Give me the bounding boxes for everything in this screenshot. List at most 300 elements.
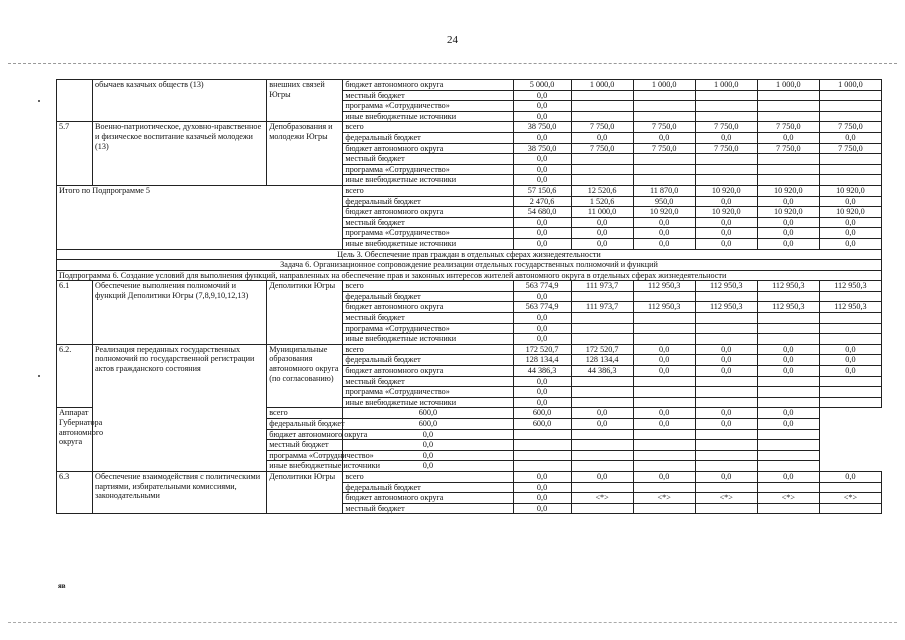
- funding-source: всего: [343, 344, 513, 355]
- amount-cell: [571, 387, 633, 398]
- amount-cell: 0,0: [695, 408, 757, 419]
- funding-source: программа «Сотрудничество»: [343, 101, 513, 112]
- scan-dot: [38, 100, 40, 102]
- amount-cell: 0,0: [571, 132, 633, 143]
- funding-source: федеральный бюджет: [343, 196, 513, 207]
- amount-cell: 0,0: [571, 238, 633, 249]
- funding-source: иные внебюджетные источники: [343, 334, 513, 345]
- amount-cell: [571, 164, 633, 175]
- amount-cell: 112 950,3: [695, 281, 757, 292]
- amount-cell: 0,0: [757, 408, 819, 419]
- funding-source: иные внебюджетные источники: [343, 238, 513, 249]
- amount-cell: 128 134,4: [513, 355, 571, 366]
- amount-cell: [513, 429, 571, 440]
- amount-cell: [757, 111, 819, 122]
- amount-cell: [695, 111, 757, 122]
- amount-cell: 0,0: [757, 355, 819, 366]
- table-heading-row: [57, 270, 882, 281]
- amount-cell: 44 386,3: [513, 366, 571, 377]
- amount-cell: 54 680,0: [513, 207, 571, 218]
- executor: Депобразования и молодежи Югры: [267, 122, 343, 186]
- amount-cell: [819, 397, 881, 408]
- amount-cell: [757, 376, 819, 387]
- amount-cell: 10 920,0: [633, 207, 695, 218]
- amount-cell: [633, 461, 695, 472]
- amount-cell: 57 150,6: [513, 185, 571, 196]
- amount-cell: 0,0: [695, 132, 757, 143]
- amount-cell: 128 134,4: [571, 355, 633, 366]
- amount-cell: [757, 440, 819, 451]
- amount-cell: [571, 429, 633, 440]
- amount-cell: [695, 482, 757, 493]
- funding-source: программа «Сотрудничество»: [343, 323, 513, 334]
- amount-cell: 0,0: [571, 228, 633, 239]
- funding-source: иные внебюджетные источники: [343, 111, 513, 122]
- amount-cell: [571, 291, 633, 302]
- amount-cell: 0,0: [571, 471, 633, 482]
- amount-cell: 563 774,9: [513, 281, 571, 292]
- amount-cell: [819, 482, 881, 493]
- funding-source: местный бюджет: [343, 503, 513, 514]
- amount-cell: [695, 429, 757, 440]
- amount-cell: <*>: [571, 493, 633, 504]
- amount-cell: 0,0: [757, 196, 819, 207]
- amount-cell: 0,0: [513, 132, 571, 143]
- funding-source: федеральный бюджет: [343, 291, 513, 302]
- amount-cell: [757, 334, 819, 345]
- amount-cell: 10 920,0: [757, 185, 819, 196]
- amount-cell: 7 750,0: [571, 122, 633, 133]
- funding-source: бюджет автономного округа: [343, 493, 513, 504]
- amount-cell: 0,0: [513, 291, 571, 302]
- amount-cell: 0,0: [513, 387, 571, 398]
- executor: Деполитики Югры: [267, 281, 343, 345]
- funding-source: местный бюджет: [343, 376, 513, 387]
- funding-source: бюджет автономного округа: [343, 143, 513, 154]
- amount-cell: 7 750,0: [819, 122, 881, 133]
- amount-cell: [757, 429, 819, 440]
- amount-cell: 0,0: [633, 419, 695, 430]
- budget-table: [56, 79, 882, 514]
- activity-name: Военно-патриотическое, духовно-нравственное и физическое воспитание казачьей молодежи (13): [93, 122, 267, 186]
- amount-cell: [819, 291, 881, 302]
- amount-cell: [633, 111, 695, 122]
- amount-cell: [757, 154, 819, 165]
- amount-cell: 0,0: [633, 471, 695, 482]
- amount-cell: [571, 334, 633, 345]
- amount-cell: 0,0: [633, 217, 695, 228]
- amount-cell: 0,0: [757, 419, 819, 430]
- amount-cell: [819, 313, 881, 324]
- amount-cell: [757, 450, 819, 461]
- amount-cell: 0,0: [513, 313, 571, 324]
- amount-cell: 10 920,0: [819, 207, 881, 218]
- amount-cell: 0,0: [571, 419, 633, 430]
- amount-cell: 112 950,3: [757, 281, 819, 292]
- amount-cell: <*>: [819, 493, 881, 504]
- amount-cell: 5 000,0: [513, 80, 571, 91]
- amount-cell: 0,0: [757, 366, 819, 377]
- amount-cell: 0,0: [757, 217, 819, 228]
- amount-cell: 0,0: [513, 90, 571, 101]
- amount-cell: 38 750,0: [513, 143, 571, 154]
- amount-cell: 172 520,7: [571, 344, 633, 355]
- amount-cell: [571, 461, 633, 472]
- amount-cell: [571, 154, 633, 165]
- amount-cell: [633, 323, 695, 334]
- funding-source: местный бюджет: [343, 217, 513, 228]
- activity-name: Обеспечение взаимодействия с политическими партиями, избирательными комиссиями, законодательными: [93, 471, 267, 513]
- table-heading-row: [57, 249, 882, 260]
- funding-source: местный бюджет: [343, 90, 513, 101]
- amount-cell: 10 920,0: [695, 185, 757, 196]
- amount-cell: [757, 101, 819, 112]
- amount-cell: 11 000,0: [571, 207, 633, 218]
- row-number: 6.1: [57, 281, 93, 345]
- amount-cell: [819, 334, 881, 345]
- amount-cell: 0,0: [819, 196, 881, 207]
- amount-cell: [695, 90, 757, 101]
- amount-cell: 0,0: [633, 132, 695, 143]
- amount-cell: [695, 175, 757, 186]
- amount-cell: 2 470,6: [513, 196, 571, 207]
- table-row: [57, 122, 882, 133]
- executor: внешних связей Югры: [267, 80, 343, 122]
- activity-name: Обеспечение выполнения полномочий и функций Деполитики Югры (7,8,9,10,12,13): [93, 281, 267, 345]
- amount-cell: 0,0: [695, 344, 757, 355]
- amount-cell: 0,0: [757, 344, 819, 355]
- amount-cell: [757, 175, 819, 186]
- funding-source: иные внебюджетные источники: [343, 175, 513, 186]
- amount-cell: [757, 90, 819, 101]
- page-number: 24: [447, 34, 458, 46]
- amount-cell: 950,0: [633, 196, 695, 207]
- amount-cell: [633, 397, 695, 408]
- amount-cell: [695, 503, 757, 514]
- amount-cell: 10 920,0: [695, 207, 757, 218]
- amount-cell: [695, 387, 757, 398]
- table-row: [57, 281, 882, 292]
- amount-cell: [633, 164, 695, 175]
- amount-cell: 11 870,0: [633, 185, 695, 196]
- amount-cell: 112 950,3: [819, 302, 881, 313]
- amount-cell: <*>: [695, 493, 757, 504]
- amount-cell: [695, 461, 757, 472]
- funding-source: всего: [343, 471, 513, 482]
- amount-cell: 7 750,0: [695, 122, 757, 133]
- executor: Аппарат Губернатора автономного округа: [57, 408, 93, 472]
- amount-cell: [695, 313, 757, 324]
- row-number: 6.3: [57, 471, 93, 513]
- amount-cell: 1 520,6: [571, 196, 633, 207]
- amount-cell: [819, 164, 881, 175]
- activity-name: обычаев казачьих обществ (13): [93, 80, 267, 122]
- amount-cell: [633, 175, 695, 186]
- funding-source: программа «Сотрудничество»: [343, 387, 513, 398]
- amount-cell: [633, 154, 695, 165]
- amount-cell: 0,0: [695, 366, 757, 377]
- amount-cell: 111 973,7: [571, 302, 633, 313]
- amount-cell: 1 000,0: [695, 80, 757, 91]
- amount-cell: 44 386,3: [571, 366, 633, 377]
- amount-cell: 0,0: [819, 132, 881, 143]
- amount-cell: 0,0: [513, 323, 571, 334]
- amount-cell: 112 950,3: [633, 302, 695, 313]
- amount-cell: 0,0: [695, 238, 757, 249]
- amount-cell: 10 920,0: [819, 185, 881, 196]
- amount-cell: 12 520,6: [571, 185, 633, 196]
- amount-cell: <*>: [633, 493, 695, 504]
- funding-source: программа «Сотрудничество»: [343, 164, 513, 175]
- funding-source: бюджет автономного округа: [343, 207, 513, 218]
- table-row: [57, 344, 882, 355]
- amount-cell: 600,0: [343, 419, 513, 430]
- amount-cell: 0,0: [757, 228, 819, 239]
- funding-source: федеральный бюджет: [343, 355, 513, 366]
- funding-source: программа «Сотрудничество»: [267, 450, 343, 461]
- amount-cell: 0,0: [513, 217, 571, 228]
- amount-cell: 0,0: [513, 503, 571, 514]
- amount-cell: 0,0: [633, 228, 695, 239]
- amount-cell: 0,0: [695, 471, 757, 482]
- funding-source: бюджет автономного округа: [343, 366, 513, 377]
- amount-cell: [757, 313, 819, 324]
- amount-cell: [633, 90, 695, 101]
- amount-cell: [513, 450, 571, 461]
- amount-cell: 0,0: [513, 228, 571, 239]
- top-divider: [8, 63, 897, 64]
- amount-cell: [513, 440, 571, 451]
- amount-cell: 0,0: [819, 238, 881, 249]
- amount-cell: [633, 334, 695, 345]
- amount-cell: 0,0: [695, 355, 757, 366]
- amount-cell: 112 950,3: [633, 281, 695, 292]
- amount-cell: 0,0: [819, 471, 881, 482]
- amount-cell: [571, 323, 633, 334]
- funding-source: всего: [343, 185, 513, 196]
- amount-cell: [695, 154, 757, 165]
- amount-cell: 600,0: [513, 408, 571, 419]
- amount-cell: [695, 397, 757, 408]
- amount-cell: [757, 323, 819, 334]
- funding-source: иные внебюджетные источники: [343, 397, 513, 408]
- amount-cell: 172 520,7: [513, 344, 571, 355]
- funding-source: всего: [343, 281, 513, 292]
- row-number: [57, 80, 93, 122]
- amount-cell: [695, 323, 757, 334]
- amount-cell: [571, 175, 633, 186]
- amount-cell: [633, 313, 695, 324]
- amount-cell: [695, 101, 757, 112]
- table-row: [57, 471, 882, 482]
- amount-cell: [633, 503, 695, 514]
- table-row: [57, 80, 882, 91]
- amount-cell: 563 774,9: [513, 302, 571, 313]
- amount-cell: 0,0: [343, 461, 513, 472]
- amount-cell: [633, 440, 695, 451]
- amount-cell: [695, 440, 757, 451]
- funding-source: программа «Сотрудничество»: [343, 228, 513, 239]
- amount-cell: [571, 440, 633, 451]
- section-heading: Подпрограмма 6. Создание условий для выполнения функций, направленных на обеспечение прав и законных интересов жителей автономного округа в отдельных сферах жизнедеятельности: [57, 270, 882, 281]
- executor: Муниципальные образования автономного округа (по согласованию): [267, 344, 343, 408]
- amount-cell: 0,0: [571, 217, 633, 228]
- funding-source: федеральный бюджет: [343, 482, 513, 493]
- amount-cell: [819, 323, 881, 334]
- amount-cell: 0,0: [513, 376, 571, 387]
- row-number: 5.7: [57, 122, 93, 186]
- amount-cell: 7 750,0: [571, 143, 633, 154]
- amount-cell: [757, 397, 819, 408]
- amount-cell: [819, 101, 881, 112]
- amount-cell: 0,0: [513, 154, 571, 165]
- row-number: 6.2.: [57, 344, 93, 408]
- amount-cell: [571, 101, 633, 112]
- amount-cell: 0,0: [633, 408, 695, 419]
- amount-cell: 0,0: [513, 482, 571, 493]
- amount-cell: [757, 164, 819, 175]
- table-row: [57, 185, 882, 196]
- amount-cell: [757, 291, 819, 302]
- amount-cell: 0,0: [819, 355, 881, 366]
- amount-cell: [571, 482, 633, 493]
- amount-cell: 600,0: [343, 408, 513, 419]
- amount-cell: 0,0: [757, 238, 819, 249]
- section-heading: Задача 6. Организационное сопровождение реализации отдельных государственных полномочий и функций: [57, 260, 882, 271]
- funding-source: всего: [267, 408, 343, 419]
- amount-cell: 0,0: [343, 440, 513, 451]
- amount-cell: [757, 482, 819, 493]
- section-heading: Цель 3. Обеспечение прав граждан в отдельных сферах жизнедеятельности: [57, 249, 882, 260]
- amount-cell: 0,0: [513, 471, 571, 482]
- amount-cell: [819, 376, 881, 387]
- funding-source: местный бюджет: [343, 313, 513, 324]
- amount-cell: 111 973,7: [571, 281, 633, 292]
- amount-cell: [571, 503, 633, 514]
- amount-cell: 0,0: [571, 408, 633, 419]
- amount-cell: [633, 101, 695, 112]
- amount-cell: 7 750,0: [695, 143, 757, 154]
- amount-cell: 0,0: [513, 164, 571, 175]
- amount-cell: [819, 175, 881, 186]
- amount-cell: 7 750,0: [819, 143, 881, 154]
- amount-cell: [633, 482, 695, 493]
- amount-cell: [571, 376, 633, 387]
- amount-cell: [571, 313, 633, 324]
- amount-cell: 0,0: [757, 132, 819, 143]
- amount-cell: [695, 291, 757, 302]
- amount-cell: [819, 90, 881, 101]
- activity-name: Реализация переданных государственных полномочий по государственной регистрации актов гражданского состояния: [93, 344, 267, 471]
- table-heading-row: [57, 260, 882, 271]
- amount-cell: 0,0: [633, 238, 695, 249]
- amount-cell: 0,0: [695, 217, 757, 228]
- amount-cell: [695, 164, 757, 175]
- amount-cell: [571, 111, 633, 122]
- amount-cell: 0,0: [513, 111, 571, 122]
- amount-cell: [819, 111, 881, 122]
- amount-cell: 0,0: [633, 355, 695, 366]
- amount-cell: 38 750,0: [513, 122, 571, 133]
- amount-cell: 0,0: [633, 344, 695, 355]
- amount-cell: 1 000,0: [633, 80, 695, 91]
- amount-cell: [819, 387, 881, 398]
- amount-cell: 112 950,3: [757, 302, 819, 313]
- funding-source: бюджет автономного округа: [267, 429, 343, 440]
- funding-source: бюджет автономного округа: [343, 80, 513, 91]
- amount-cell: 0,0: [513, 493, 571, 504]
- amount-cell: 112 950,3: [695, 302, 757, 313]
- amount-cell: [757, 503, 819, 514]
- scan-dot: [38, 375, 40, 377]
- amount-cell: 0,0: [513, 238, 571, 249]
- amount-cell: <*>: [757, 493, 819, 504]
- amount-cell: [695, 334, 757, 345]
- amount-cell: 1 000,0: [757, 80, 819, 91]
- funding-source: бюджет автономного округа: [343, 302, 513, 313]
- amount-cell: [571, 450, 633, 461]
- funding-source: местный бюджет: [343, 154, 513, 165]
- amount-cell: [757, 461, 819, 472]
- amount-cell: 0,0: [695, 228, 757, 239]
- amount-cell: 0,0: [343, 429, 513, 440]
- funding-source: иные внебюджетные источники: [267, 461, 343, 472]
- amount-cell: [513, 461, 571, 472]
- amount-cell: 7 750,0: [633, 143, 695, 154]
- amount-cell: 0,0: [819, 344, 881, 355]
- amount-cell: 0,0: [819, 366, 881, 377]
- amount-cell: [633, 387, 695, 398]
- amount-cell: 0,0: [695, 196, 757, 207]
- amount-cell: [633, 450, 695, 461]
- amount-cell: [819, 503, 881, 514]
- funding-source: федеральный бюджет: [267, 419, 343, 430]
- executor: Деполитики Югры: [267, 471, 343, 513]
- amount-cell: [633, 429, 695, 440]
- amount-cell: 0,0: [757, 471, 819, 482]
- amount-cell: [695, 376, 757, 387]
- amount-cell: 0,0: [513, 397, 571, 408]
- amount-cell: 0,0: [513, 334, 571, 345]
- amount-cell: 10 920,0: [757, 207, 819, 218]
- funding-source: федеральный бюджет: [343, 132, 513, 143]
- amount-cell: 0,0: [819, 217, 881, 228]
- total-label: Итого по Подпрограмме 5: [57, 185, 343, 249]
- amount-cell: 0,0: [343, 450, 513, 461]
- amount-cell: 600,0: [513, 419, 571, 430]
- amount-cell: 0,0: [633, 366, 695, 377]
- amount-cell: 1 000,0: [819, 80, 881, 91]
- amount-cell: 0,0: [695, 419, 757, 430]
- amount-cell: [695, 450, 757, 461]
- bottom-divider: [8, 622, 897, 623]
- amount-cell: 7 750,0: [633, 122, 695, 133]
- amount-cell: 0,0: [513, 175, 571, 186]
- amount-cell: [571, 397, 633, 408]
- amount-cell: 7 750,0: [757, 143, 819, 154]
- amount-cell: 112 950,3: [819, 281, 881, 292]
- amount-cell: [571, 90, 633, 101]
- amount-cell: [633, 291, 695, 302]
- funding-source: местный бюджет: [267, 440, 343, 451]
- amount-cell: [633, 376, 695, 387]
- amount-cell: 1 000,0: [571, 80, 633, 91]
- footer-mark: яв: [58, 582, 66, 590]
- amount-cell: 0,0: [819, 228, 881, 239]
- amount-cell: 7 750,0: [757, 122, 819, 133]
- amount-cell: [819, 154, 881, 165]
- funding-source: всего: [343, 122, 513, 133]
